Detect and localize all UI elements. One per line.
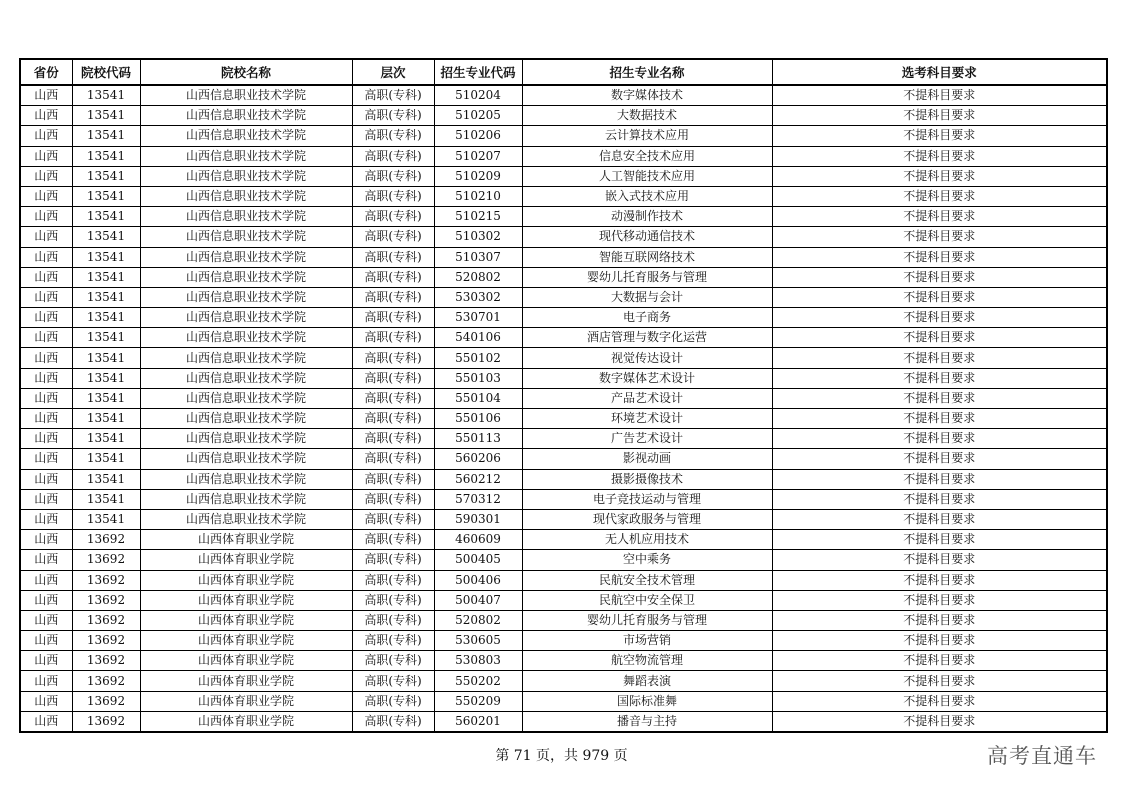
cell-subject-requirement: 不提科目要求 — [772, 631, 1107, 651]
cell-province: 山西 — [20, 651, 72, 671]
cell-major-name: 民航空中安全保卫 — [522, 590, 772, 610]
cell-major-code: 510207 — [434, 146, 522, 166]
cell-level: 高职(专科) — [352, 509, 434, 529]
cell-province: 山西 — [20, 429, 72, 449]
table-row — [20, 207, 1107, 227]
header-subject-requirement: 选考科目要求 — [772, 59, 1107, 85]
cell-major-code: 550113 — [434, 429, 522, 449]
cell-subject-requirement: 不提科目要求 — [772, 550, 1107, 570]
cell-subject-requirement: 不提科目要求 — [772, 509, 1107, 529]
cell-school-code: 13541 — [72, 409, 140, 429]
table-row — [20, 328, 1107, 348]
cell-school-code: 13541 — [72, 388, 140, 408]
cell-major-code: 510204 — [434, 85, 522, 106]
cell-school-name: 山西体育职业学院 — [140, 570, 352, 590]
cell-major-code: 520802 — [434, 267, 522, 287]
table-row — [20, 388, 1107, 408]
cell-subject-requirement: 不提科目要求 — [772, 570, 1107, 590]
table-row — [20, 651, 1107, 671]
cell-major-code: 500407 — [434, 590, 522, 610]
cell-province: 山西 — [20, 489, 72, 509]
cell-level: 高职(专科) — [352, 106, 434, 126]
cell-subject-requirement: 不提科目要求 — [772, 590, 1107, 610]
cell-province: 山西 — [20, 509, 72, 529]
table-row — [20, 85, 1107, 106]
cell-level: 高职(专科) — [352, 651, 434, 671]
cell-school-name: 山西体育职业学院 — [140, 610, 352, 630]
cell-major-name: 影视动画 — [522, 449, 772, 469]
cell-level: 高职(专科) — [352, 409, 434, 429]
cell-level: 高职(专科) — [352, 146, 434, 166]
cell-major-name: 酒店管理与数字化运营 — [522, 328, 772, 348]
cell-major-code: 550106 — [434, 409, 522, 429]
cell-major-name: 婴幼儿托育服务与管理 — [522, 267, 772, 287]
cell-school-code: 13541 — [72, 106, 140, 126]
cell-school-name: 山西信息职业技术学院 — [140, 348, 352, 368]
cell-school-code: 13692 — [72, 550, 140, 570]
cell-subject-requirement: 不提科目要求 — [772, 227, 1107, 247]
cell-major-name: 大数据技术 — [522, 106, 772, 126]
cell-subject-requirement: 不提科目要求 — [772, 691, 1107, 711]
cell-major-name: 视觉传达设计 — [522, 348, 772, 368]
cell-school-code: 13541 — [72, 186, 140, 206]
cell-province: 山西 — [20, 469, 72, 489]
cell-major-name: 播音与主持 — [522, 711, 772, 732]
header-school-name: 院校名称 — [140, 59, 352, 85]
cell-subject-requirement: 不提科目要求 — [772, 671, 1107, 691]
table-row — [20, 348, 1107, 368]
cell-major-name: 动漫制作技术 — [522, 207, 772, 227]
cell-major-name: 舞蹈表演 — [522, 671, 772, 691]
cell-major-code: 590301 — [434, 509, 522, 529]
table-row — [20, 227, 1107, 247]
cell-province: 山西 — [20, 348, 72, 368]
cell-school-code: 13541 — [72, 247, 140, 267]
table-row — [20, 267, 1107, 287]
cell-school-code: 13541 — [72, 166, 140, 186]
cell-subject-requirement: 不提科目要求 — [772, 711, 1107, 732]
cell-province: 山西 — [20, 590, 72, 610]
cell-major-name: 环境艺术设计 — [522, 409, 772, 429]
cell-major-code: 530701 — [434, 308, 522, 328]
cell-major-name: 现代家政服务与管理 — [522, 509, 772, 529]
cell-school-code: 13692 — [72, 711, 140, 732]
cell-province: 山西 — [20, 247, 72, 267]
cell-school-name: 山西信息职业技术学院 — [140, 328, 352, 348]
cell-subject-requirement: 不提科目要求 — [772, 388, 1107, 408]
cell-school-name: 山西信息职业技术学院 — [140, 186, 352, 206]
table-row — [20, 469, 1107, 489]
table-row — [20, 126, 1107, 146]
cell-major-name: 现代移动通信技术 — [522, 227, 772, 247]
cell-school-name: 山西体育职业学院 — [140, 651, 352, 671]
cell-level: 高职(专科) — [352, 429, 434, 449]
watermark-logo: 高考直通车 — [987, 744, 1097, 768]
cell-school-name: 山西信息职业技术学院 — [140, 409, 352, 429]
cell-subject-requirement: 不提科目要求 — [772, 651, 1107, 671]
cell-school-code: 13541 — [72, 207, 140, 227]
cell-major-code: 550102 — [434, 348, 522, 368]
cell-level: 高职(专科) — [352, 711, 434, 732]
cell-major-code: 510307 — [434, 247, 522, 267]
cell-school-name: 山西信息职业技术学院 — [140, 106, 352, 126]
cell-subject-requirement: 不提科目要求 — [772, 146, 1107, 166]
cell-major-name: 嵌入式技术应用 — [522, 186, 772, 206]
table-row — [20, 106, 1107, 126]
cell-subject-requirement: 不提科目要求 — [772, 469, 1107, 489]
cell-major-code: 560212 — [434, 469, 522, 489]
cell-school-code: 13541 — [72, 469, 140, 489]
cell-school-code: 13692 — [72, 610, 140, 630]
cell-province: 山西 — [20, 388, 72, 408]
cell-province: 山西 — [20, 530, 72, 550]
cell-major-code: 510302 — [434, 227, 522, 247]
cell-school-name: 山西体育职业学院 — [140, 530, 352, 550]
cell-school-code: 13692 — [72, 691, 140, 711]
cell-school-name: 山西信息职业技术学院 — [140, 429, 352, 449]
cell-province: 山西 — [20, 146, 72, 166]
table-row — [20, 287, 1107, 307]
cell-province: 山西 — [20, 207, 72, 227]
cell-province: 山西 — [20, 126, 72, 146]
cell-major-code: 460609 — [434, 530, 522, 550]
cell-major-name: 国际标准舞 — [522, 691, 772, 711]
cell-school-name: 山西信息职业技术学院 — [140, 247, 352, 267]
table-row — [20, 449, 1107, 469]
cell-major-code: 550202 — [434, 671, 522, 691]
table-row — [20, 146, 1107, 166]
cell-province: 山西 — [20, 267, 72, 287]
cell-subject-requirement: 不提科目要求 — [772, 207, 1107, 227]
cell-major-name: 人工智能技术应用 — [522, 166, 772, 186]
cell-school-name: 山西信息职业技术学院 — [140, 388, 352, 408]
admission-table — [19, 58, 1108, 733]
cell-province: 山西 — [20, 328, 72, 348]
cell-school-code: 13541 — [72, 287, 140, 307]
cell-province: 山西 — [20, 368, 72, 388]
cell-level: 高职(专科) — [352, 308, 434, 328]
cell-school-name: 山西信息职业技术学院 — [140, 287, 352, 307]
cell-school-name: 山西信息职业技术学院 — [140, 166, 352, 186]
table-row — [20, 610, 1107, 630]
cell-province: 山西 — [20, 711, 72, 732]
cell-subject-requirement: 不提科目要求 — [772, 328, 1107, 348]
cell-province: 山西 — [20, 106, 72, 126]
table-row — [20, 489, 1107, 509]
cell-major-name: 市场营销 — [522, 631, 772, 651]
cell-school-code: 13541 — [72, 489, 140, 509]
cell-level: 高职(专科) — [352, 469, 434, 489]
cell-subject-requirement: 不提科目要求 — [772, 449, 1107, 469]
cell-major-name: 数字媒体技术 — [522, 85, 772, 106]
cell-province: 山西 — [20, 449, 72, 469]
header-school-code: 院校代码 — [72, 59, 140, 85]
table-row — [20, 711, 1107, 732]
cell-subject-requirement: 不提科目要求 — [772, 348, 1107, 368]
cell-major-code: 530302 — [434, 287, 522, 307]
table-header-row — [20, 59, 1107, 85]
cell-subject-requirement: 不提科目要求 — [772, 287, 1107, 307]
cell-level: 高职(专科) — [352, 530, 434, 550]
cell-school-name: 山西信息职业技术学院 — [140, 146, 352, 166]
cell-province: 山西 — [20, 671, 72, 691]
cell-major-name: 广告艺术设计 — [522, 429, 772, 449]
cell-level: 高职(专科) — [352, 126, 434, 146]
cell-school-code: 13692 — [72, 570, 140, 590]
cell-major-name: 民航安全技术管理 — [522, 570, 772, 590]
cell-province: 山西 — [20, 166, 72, 186]
cell-major-code: 520802 — [434, 610, 522, 630]
table-row — [20, 429, 1107, 449]
cell-school-code: 13541 — [72, 126, 140, 146]
cell-major-name: 大数据与会计 — [522, 287, 772, 307]
cell-school-name: 山西体育职业学院 — [140, 631, 352, 651]
cell-major-name: 云计算技术应用 — [522, 126, 772, 146]
cell-level: 高职(专科) — [352, 267, 434, 287]
cell-school-code: 13692 — [72, 631, 140, 651]
header-major-code: 招生专业代码 — [434, 59, 522, 85]
cell-level: 高职(专科) — [352, 328, 434, 348]
cell-school-name: 山西信息职业技术学院 — [140, 308, 352, 328]
cell-major-name: 航空物流管理 — [522, 651, 772, 671]
cell-subject-requirement: 不提科目要求 — [772, 247, 1107, 267]
cell-level: 高职(专科) — [352, 227, 434, 247]
cell-subject-requirement: 不提科目要求 — [772, 166, 1107, 186]
cell-major-code: 510205 — [434, 106, 522, 126]
cell-major-name: 数字媒体艺术设计 — [522, 368, 772, 388]
table-row — [20, 368, 1107, 388]
cell-level: 高职(专科) — [352, 247, 434, 267]
cell-province: 山西 — [20, 85, 72, 106]
cell-subject-requirement: 不提科目要求 — [772, 126, 1107, 146]
cell-school-code: 13692 — [72, 651, 140, 671]
cell-school-name: 山西体育职业学院 — [140, 590, 352, 610]
cell-province: 山西 — [20, 631, 72, 651]
cell-subject-requirement: 不提科目要求 — [772, 610, 1107, 630]
table-row — [20, 590, 1107, 610]
cell-school-name: 山西体育职业学院 — [140, 671, 352, 691]
cell-level: 高职(专科) — [352, 85, 434, 106]
cell-school-code: 13541 — [72, 146, 140, 166]
header-level: 层次 — [352, 59, 434, 85]
cell-school-code: 13541 — [72, 368, 140, 388]
header-province: 省份 — [20, 59, 72, 85]
cell-school-name: 山西信息职业技术学院 — [140, 267, 352, 287]
cell-level: 高职(专科) — [352, 388, 434, 408]
cell-school-name: 山西体育职业学院 — [140, 711, 352, 732]
cell-school-code: 13541 — [72, 348, 140, 368]
cell-subject-requirement: 不提科目要求 — [772, 409, 1107, 429]
cell-subject-requirement: 不提科目要求 — [772, 85, 1107, 106]
cell-level: 高职(专科) — [352, 550, 434, 570]
cell-province: 山西 — [20, 186, 72, 206]
cell-subject-requirement: 不提科目要求 — [772, 489, 1107, 509]
cell-major-name: 婴幼儿托育服务与管理 — [522, 610, 772, 630]
cell-level: 高职(专科) — [352, 610, 434, 630]
cell-school-name: 山西信息职业技术学院 — [140, 449, 352, 469]
cell-level: 高职(专科) — [352, 489, 434, 509]
cell-major-code: 530803 — [434, 651, 522, 671]
table-row — [20, 186, 1107, 206]
cell-school-name: 山西信息职业技术学院 — [140, 126, 352, 146]
cell-level: 高职(专科) — [352, 570, 434, 590]
table-body — [20, 85, 1107, 732]
cell-level: 高职(专科) — [352, 631, 434, 651]
cell-major-name: 无人机应用技术 — [522, 530, 772, 550]
page-number: 第 71 页，共 979 页 — [495, 748, 628, 764]
cell-major-code: 510206 — [434, 126, 522, 146]
cell-province: 山西 — [20, 227, 72, 247]
cell-major-name: 智能互联网络技术 — [522, 247, 772, 267]
table-row — [20, 570, 1107, 590]
cell-school-code: 13541 — [72, 449, 140, 469]
cell-major-code: 560201 — [434, 711, 522, 732]
cell-major-code: 510209 — [434, 166, 522, 186]
cell-province: 山西 — [20, 409, 72, 429]
cell-school-code: 13541 — [72, 85, 140, 106]
cell-major-code: 550104 — [434, 388, 522, 408]
table-row — [20, 247, 1107, 267]
cell-province: 山西 — [20, 570, 72, 590]
cell-school-name: 山西信息职业技术学院 — [140, 489, 352, 509]
table-row — [20, 631, 1107, 651]
table-row — [20, 671, 1107, 691]
cell-major-code: 500405 — [434, 550, 522, 570]
cell-province: 山西 — [20, 691, 72, 711]
cell-level: 高职(专科) — [352, 287, 434, 307]
cell-major-name: 摄影摄像技术 — [522, 469, 772, 489]
cell-major-code: 550103 — [434, 368, 522, 388]
cell-level: 高职(专科) — [352, 590, 434, 610]
cell-major-name: 产品艺术设计 — [522, 388, 772, 408]
cell-subject-requirement: 不提科目要求 — [772, 106, 1107, 126]
cell-school-name: 山西信息职业技术学院 — [140, 227, 352, 247]
cell-school-name: 山西信息职业技术学院 — [140, 85, 352, 106]
cell-school-name: 山西信息职业技术学院 — [140, 509, 352, 529]
cell-school-name: 山西体育职业学院 — [140, 691, 352, 711]
cell-school-code: 13692 — [72, 671, 140, 691]
table-row — [20, 530, 1107, 550]
cell-province: 山西 — [20, 308, 72, 328]
cell-school-name: 山西体育职业学院 — [140, 550, 352, 570]
cell-school-code: 13541 — [72, 328, 140, 348]
cell-school-code: 13541 — [72, 308, 140, 328]
cell-major-code: 530605 — [434, 631, 522, 651]
table-row — [20, 308, 1107, 328]
cell-level: 高职(专科) — [352, 368, 434, 388]
cell-province: 山西 — [20, 550, 72, 570]
cell-school-name: 山西信息职业技术学院 — [140, 368, 352, 388]
cell-school-code: 13692 — [72, 530, 140, 550]
cell-major-code: 510210 — [434, 186, 522, 206]
cell-major-code: 550209 — [434, 691, 522, 711]
cell-subject-requirement: 不提科目要求 — [772, 267, 1107, 287]
cell-school-name: 山西信息职业技术学院 — [140, 207, 352, 227]
cell-province: 山西 — [20, 287, 72, 307]
cell-level: 高职(专科) — [352, 186, 434, 206]
cell-major-code: 510215 — [434, 207, 522, 227]
cell-level: 高职(专科) — [352, 449, 434, 469]
table-row — [20, 691, 1107, 711]
table-row — [20, 550, 1107, 570]
header-major-name: 招生专业名称 — [522, 59, 772, 85]
cell-subject-requirement: 不提科目要求 — [772, 368, 1107, 388]
cell-level: 高职(专科) — [352, 671, 434, 691]
cell-subject-requirement: 不提科目要求 — [772, 530, 1107, 550]
cell-school-code: 13541 — [72, 429, 140, 449]
cell-major-code: 560206 — [434, 449, 522, 469]
cell-major-code: 500406 — [434, 570, 522, 590]
cell-major-name: 电子竞技运动与管理 — [522, 489, 772, 509]
cell-subject-requirement: 不提科目要求 — [772, 308, 1107, 328]
cell-school-code: 13541 — [72, 267, 140, 287]
cell-major-name: 空中乘务 — [522, 550, 772, 570]
table-row — [20, 166, 1107, 186]
cell-major-code: 540106 — [434, 328, 522, 348]
cell-school-code: 13541 — [72, 509, 140, 529]
table-row — [20, 409, 1107, 429]
cell-school-code: 13692 — [72, 590, 140, 610]
cell-level: 高职(专科) — [352, 207, 434, 227]
cell-level: 高职(专科) — [352, 166, 434, 186]
cell-level: 高职(专科) — [352, 691, 434, 711]
cell-province: 山西 — [20, 610, 72, 630]
cell-major-code: 570312 — [434, 489, 522, 509]
cell-subject-requirement: 不提科目要求 — [772, 429, 1107, 449]
cell-major-name: 电子商务 — [522, 308, 772, 328]
cell-level: 高职(专科) — [352, 348, 434, 368]
table-row — [20, 509, 1107, 529]
cell-major-name: 信息安全技术应用 — [522, 146, 772, 166]
cell-subject-requirement: 不提科目要求 — [772, 186, 1107, 206]
cell-school-code: 13541 — [72, 227, 140, 247]
cell-school-name: 山西信息职业技术学院 — [140, 469, 352, 489]
